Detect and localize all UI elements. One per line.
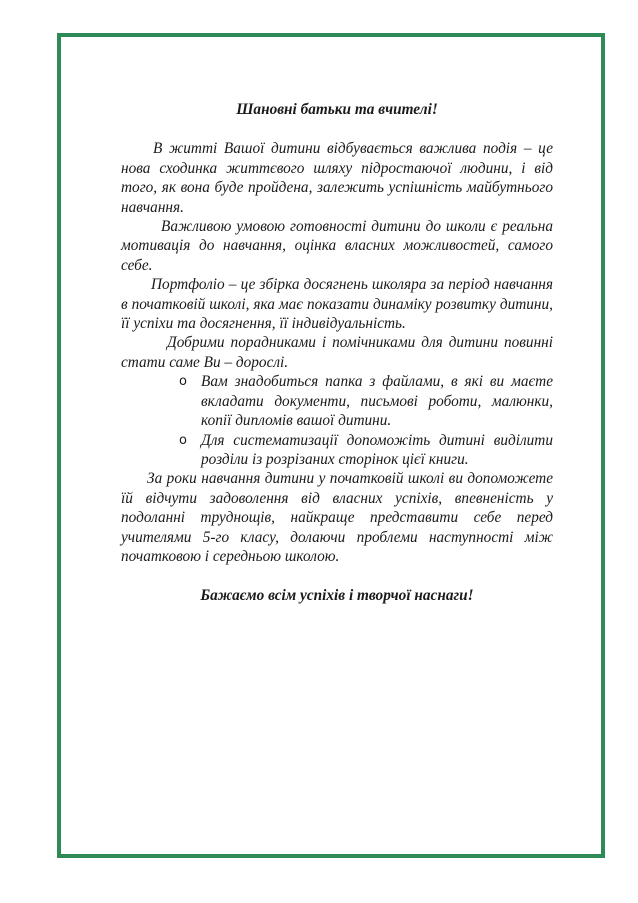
bullet-item	[179, 372, 553, 430]
bullet-text: Для систематизації допоможіть дитині виділити розділи із розрізаних сторінок цієї книги.	[201, 431, 553, 468]
bullet-item	[179, 431, 553, 470]
circle-bullet-icon: o	[179, 432, 187, 448]
bullet-list	[121, 372, 553, 469]
bullet-text: Вам знадобиться папка з файлами, в які ви маєте вкладати документи, письмові роботи, малюнки, копії дипломів вашої дитини.	[201, 373, 553, 430]
paragraph-helpers: Добрими порадниками і помічниками для дитини повинні стати саме Ви – дорослі.	[121, 334, 553, 371]
paragraph-conclusion: За роки навчання дитини у початковій школі ви допоможете їй відчути задоволення від власних успіхів, впевненість у подоланні труднощів, найкраще представити себе перед учителями 5-го класу, долаючи проблеми наступності між початковою і середньою школою.	[121, 470, 553, 565]
paragraph-intro: В житті Вашої дитини відбувається важлива подія – це нова сходинка життєвого шляху підростаючої людини, і від того, як вона буде пройдена, залежить успішність майбутнього навчання.	[121, 140, 553, 216]
paragraph-motivation: Важливою умовою готовності дитини до школи є реальна мотивація до навчання, оцінка власних можливостей, самого себе.	[121, 218, 553, 274]
circle-bullet-icon: o	[179, 374, 187, 390]
paragraph-portfolio: Портфоліо – це збірка досягнень школяра за період навчання в початковій школі, яка має показати динаміку розвитку дитини, її успіхи та досягнення, її індивідуальність.	[121, 276, 553, 333]
letter-title: Шановні батьки та вчителі!	[236, 101, 438, 118]
closing-wish: Бажаємо всім успіхів і творчої наснаги!	[200, 587, 474, 605]
letter-body	[121, 100, 553, 606]
